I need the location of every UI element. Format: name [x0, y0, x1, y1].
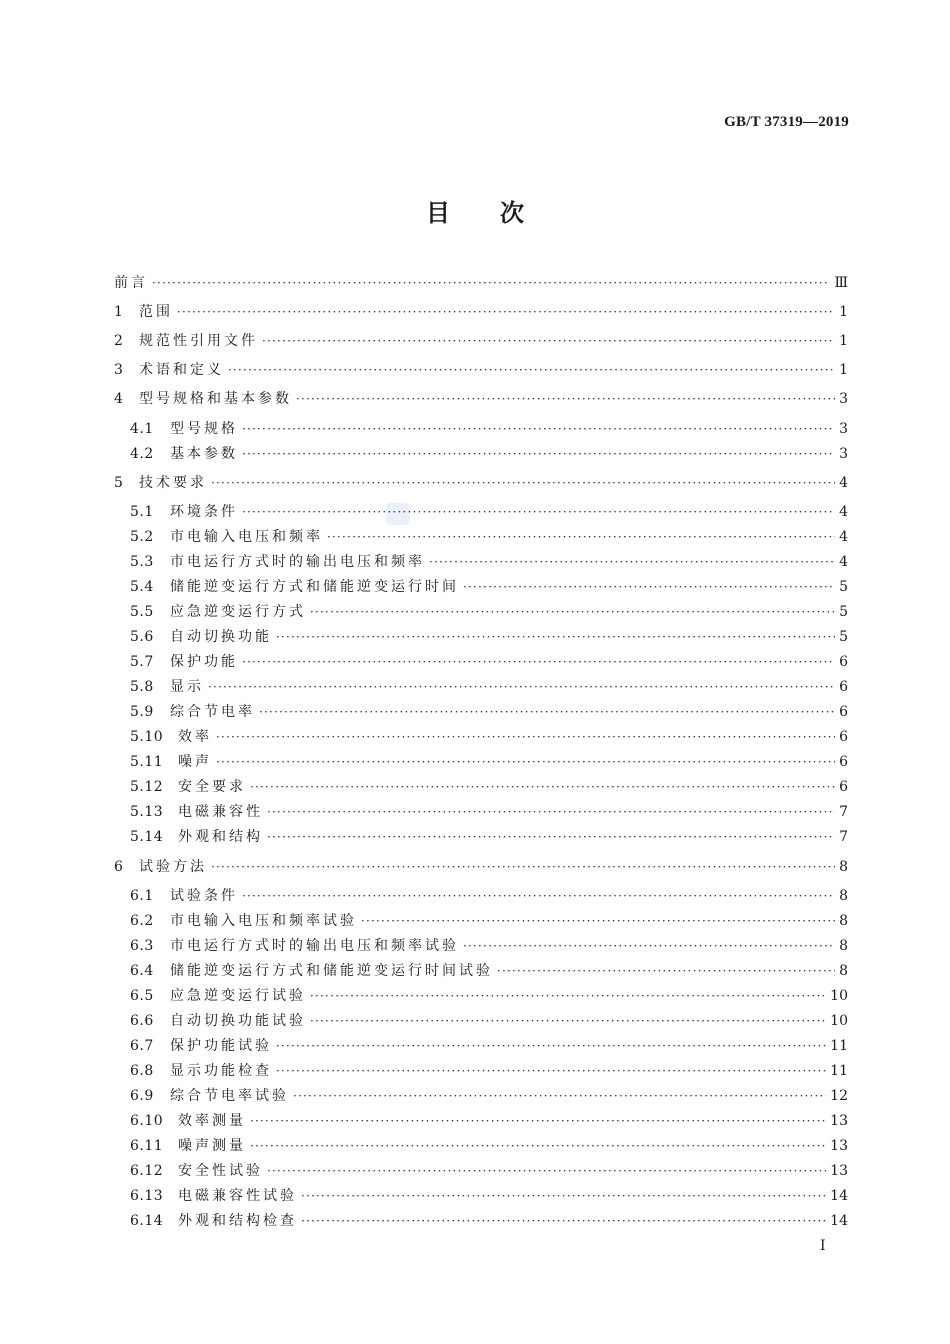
toc-dot-leader: [216, 751, 835, 773]
toc-dot-leader: [463, 935, 835, 957]
toc-entry[interactable]: [114, 856, 848, 878]
toc-entry[interactable]: [130, 1035, 848, 1057]
toc-entry[interactable]: [130, 776, 848, 798]
title-char-1: 目: [426, 199, 450, 227]
toc-entry-page: 14: [830, 1213, 848, 1229]
toc-entry-title: 应急逆变运行试验: [170, 988, 306, 1004]
toc-entry-title: 效率测量: [178, 1113, 246, 1129]
toc-entry-number: 5.4: [130, 579, 154, 595]
toc-entry-page: 10: [830, 988, 848, 1004]
toc-entry-number: 5.11: [130, 754, 164, 770]
toc-entry-page: 4: [839, 475, 848, 491]
toc-dot-leader: [497, 960, 835, 982]
toc-entry-page: 1: [839, 304, 848, 320]
toc-entry-title: 储能逆变运行方式和储能逆变运行时间: [170, 579, 459, 595]
toc-dot-leader: [463, 576, 835, 598]
toc-entry-number: 6: [114, 859, 124, 875]
toc-entry-title: 效率: [178, 729, 212, 745]
toc-entry-number: 3: [114, 362, 124, 378]
toc-entry-page: 4: [839, 504, 848, 520]
toc-entry-number: 6.8: [130, 1063, 154, 1079]
toc-entry-number: 5: [114, 475, 124, 491]
toc-entry-number: 5.3: [130, 554, 154, 570]
toc-entry[interactable]: [130, 935, 848, 957]
toc-dot-leader: [211, 472, 835, 494]
toc-dot-leader: [301, 1185, 826, 1207]
toc-entry-title: 前言: [114, 275, 148, 291]
toc-entry-title: 安全性试验: [178, 1163, 263, 1179]
toc-dot-leader: [211, 856, 835, 878]
toc-dot-leader: [208, 676, 835, 698]
toc-entry[interactable]: [130, 626, 848, 648]
toc-entry-page: 3: [839, 446, 848, 462]
toc-entry-number: 5.5: [130, 604, 154, 620]
toc-entry[interactable]: [130, 751, 848, 773]
toc-entry-title: 噪声: [178, 754, 212, 770]
toc-entry[interactable]: [130, 601, 848, 623]
toc-entry-page: 5: [839, 604, 848, 620]
toc-entry-number: 6.4: [130, 963, 154, 979]
toc-entry[interactable]: [130, 501, 848, 523]
toc-entry-title: 应急逆变运行方式: [170, 604, 306, 620]
toc-entry-number: 6.5: [130, 988, 154, 1004]
toc-entry[interactable]: [114, 388, 848, 410]
toc-dot-leader: [250, 1110, 826, 1132]
toc-entry-title: 型号规格和基本参数: [139, 391, 292, 407]
toc-entry-number: 6.14: [130, 1213, 164, 1229]
toc-entry-title: 自动切换功能试验: [170, 1013, 306, 1029]
toc-dot-leader: [267, 826, 835, 848]
toc-entry-page: 13: [830, 1138, 848, 1154]
toc-entry-number: 2: [114, 333, 124, 349]
toc-entry[interactable]: [130, 576, 848, 598]
toc-entry[interactable]: [130, 1085, 848, 1107]
toc-entry-page: 3: [839, 421, 848, 437]
toc-entry-page: 7: [839, 804, 848, 820]
title-char-2: 次: [500, 199, 524, 227]
toc-entry[interactable]: [114, 330, 848, 352]
toc-dot-leader: [276, 1060, 826, 1082]
toc-entry-number: 6.10: [130, 1113, 164, 1129]
toc-entry-title: 储能逆变运行方式和储能逆变运行时间试验: [170, 963, 493, 979]
toc-entry[interactable]: [130, 826, 848, 848]
toc-entry-title: 电磁兼容性试验: [178, 1188, 297, 1204]
toc-entry-number: 5.14: [130, 829, 164, 845]
toc-dot-leader: [250, 1135, 826, 1157]
toc-entry-page: 8: [839, 938, 848, 954]
toc-dot-leader: [361, 910, 835, 932]
toc-entry-title: 范围: [139, 304, 173, 320]
toc-entry-number: 6.1: [130, 888, 154, 904]
footer-page-number: I: [820, 1238, 826, 1254]
toc-dot-leader: [327, 526, 835, 548]
toc-entry-title: 外观和结构检查: [178, 1213, 297, 1229]
toc-entry-number: 6.11: [130, 1138, 164, 1154]
toc-entry-title: 安全要求: [178, 779, 246, 795]
toc-entry-number: 6.9: [130, 1088, 154, 1104]
toc-entry[interactable]: [130, 676, 848, 698]
toc-entry[interactable]: [130, 551, 848, 573]
toc-entry-page: 10: [830, 1013, 848, 1029]
toc-dot-leader: [267, 801, 835, 823]
toc-dot-leader: [310, 601, 835, 623]
toc-entry[interactable]: [130, 526, 848, 548]
toc-entry-number: 4.2: [130, 446, 154, 462]
toc-dot-leader: [276, 626, 835, 648]
toc-dot-leader: [429, 551, 835, 573]
toc-dot-leader: [242, 885, 835, 907]
toc-entry[interactable]: [130, 801, 848, 823]
toc-entry[interactable]: [130, 701, 848, 723]
toc-dot-leader: [242, 651, 835, 673]
toc-entry-title: 噪声测量: [178, 1138, 246, 1154]
toc-entry-title: 外观和结构: [178, 829, 263, 845]
toc-entry-number: 5.10: [130, 729, 164, 745]
toc-dot-leader: [228, 359, 835, 381]
toc-entry[interactable]: [130, 1110, 848, 1132]
toc-dot-leader: [310, 1010, 826, 1032]
toc-entry-page: 11: [830, 1038, 848, 1054]
toc-dot-leader: [276, 1035, 826, 1057]
toc-entry-title: 试验条件: [170, 888, 238, 904]
toc-entry-title: 综合节电率: [170, 704, 255, 720]
toc-entry-number: 5.8: [130, 679, 154, 695]
toc-entry[interactable]: [130, 1160, 848, 1182]
toc-entry-page: 1: [839, 333, 848, 349]
toc-dot-leader: [259, 701, 835, 723]
toc-entry-page: 3: [839, 391, 848, 407]
toc-entry[interactable]: [130, 885, 848, 907]
toc-entry-number: 4.1: [130, 421, 154, 437]
toc-entry-number: 6.2: [130, 913, 154, 929]
toc-entry-title: 显示: [170, 679, 204, 695]
toc-entry-title: 基本参数: [170, 446, 238, 462]
toc-entry-title: 保护功能试验: [170, 1038, 272, 1054]
toc-entry-title: 自动切换功能: [170, 629, 272, 645]
toc-dot-leader: [242, 501, 835, 523]
toc-entry-number: 5.6: [130, 629, 154, 645]
toc-entry-title: 规范性引用文件: [139, 333, 258, 349]
toc-entry-number: 6.13: [130, 1188, 164, 1204]
toc-entry-page: 8: [839, 888, 848, 904]
toc-entry-page: 8: [839, 913, 848, 929]
toc-entry[interactable]: [114, 472, 848, 494]
toc-entry-page: 4: [839, 554, 848, 570]
toc-entry-page: 6: [839, 704, 848, 720]
toc-entry-number: 6.12: [130, 1163, 164, 1179]
toc-entry[interactable]: [130, 1060, 848, 1082]
toc-entry[interactable]: [130, 910, 848, 932]
toc-entry-page: 4: [839, 529, 848, 545]
toc-dot-leader: [267, 1160, 826, 1182]
toc-entry-page: 14: [830, 1188, 848, 1204]
toc-entry-number: 6.3: [130, 938, 154, 954]
toc-entry-number: 5.9: [130, 704, 154, 720]
toc-dot-leader: [177, 301, 835, 323]
toc-entry[interactable]: [130, 418, 848, 440]
toc-entry-number: 5.12: [130, 779, 164, 795]
toc-entry-page: 6: [839, 779, 848, 795]
toc-entry-title: 市电输入电压和频率: [170, 529, 323, 545]
toc-entry-page: 6: [839, 679, 848, 695]
toc-entry-title: 型号规格: [170, 421, 238, 437]
toc-dot-leader: [262, 330, 835, 352]
toc-entry-page: 5: [839, 579, 848, 595]
toc-entry-title: 技术要求: [139, 475, 207, 491]
toc-entry-page: 6: [839, 654, 848, 670]
toc-entry[interactable]: [114, 359, 848, 381]
toc-entry-page: Ⅲ: [834, 275, 848, 291]
toc-entry-number: 1: [114, 304, 124, 320]
toc-entry[interactable]: [130, 651, 848, 673]
toc-entry[interactable]: [114, 272, 848, 294]
toc-entry[interactable]: [130, 1185, 848, 1207]
toc-entry-number: 6.6: [130, 1013, 154, 1029]
toc-dot-leader: [310, 985, 826, 1007]
toc-entry-page: 12: [830, 1088, 848, 1104]
toc-entry-number: 6.7: [130, 1038, 154, 1054]
toc-entry[interactable]: [114, 301, 848, 323]
toc-entry-title: 术语和定义: [139, 362, 224, 378]
toc-entry-page: 6: [839, 729, 848, 745]
toc-entry-title: 市电运行方式时的输出电压和频率试验: [170, 938, 459, 954]
toc-entry-title: 市电运行方式时的输出电压和频率: [170, 554, 425, 570]
toc-entry[interactable]: [130, 1210, 848, 1232]
toc-entry-title: 保护功能: [170, 654, 238, 670]
toc-entry-title: 试验方法: [139, 859, 207, 875]
toc-entry-title: 综合节电率试验: [170, 1088, 289, 1104]
toc-dot-leader: [242, 443, 835, 465]
toc-entry-number: 5.7: [130, 654, 154, 670]
toc-entry-number: 4: [114, 391, 124, 407]
toc-entry-number: 5.2: [130, 529, 154, 545]
toc-entry[interactable]: [130, 443, 848, 465]
toc-entry-page: 8: [839, 859, 848, 875]
toc-entry[interactable]: [130, 1135, 848, 1157]
standard-code: GB/T 37319—2019: [724, 114, 849, 130]
toc-dot-leader: [250, 776, 835, 798]
toc-entry-page: 8: [839, 963, 848, 979]
toc-entry[interactable]: [130, 1010, 848, 1032]
toc-entry-page: 11: [830, 1063, 848, 1079]
toc-entry-page: 7: [839, 829, 848, 845]
toc-entry[interactable]: [130, 985, 848, 1007]
toc-entry-title: 电磁兼容性: [178, 804, 263, 820]
toc-entry[interactable]: [130, 726, 848, 748]
toc-entry-page: 6: [839, 754, 848, 770]
toc-dot-leader: [301, 1210, 826, 1232]
toc-dot-leader: [216, 726, 835, 748]
toc-entry-title: 环境条件: [170, 504, 238, 520]
toc-entry-page: 5: [839, 629, 848, 645]
toc-entry-number: 5.1: [130, 504, 154, 520]
toc-entry-page: 13: [830, 1163, 848, 1179]
toc-entry-title: 显示功能检查: [170, 1063, 272, 1079]
toc-entry-page: 13: [830, 1113, 848, 1129]
toc-dot-leader: [242, 418, 835, 440]
toc-entry-title: 市电输入电压和频率试验: [170, 913, 357, 929]
toc-entry-number: 5.13: [130, 804, 164, 820]
toc-entry-page: 1: [839, 362, 848, 378]
toc-dot-leader: [293, 1085, 826, 1107]
toc-entry[interactable]: [130, 960, 848, 982]
toc-dot-leader: [152, 272, 830, 294]
toc-dot-leader: [296, 388, 835, 410]
